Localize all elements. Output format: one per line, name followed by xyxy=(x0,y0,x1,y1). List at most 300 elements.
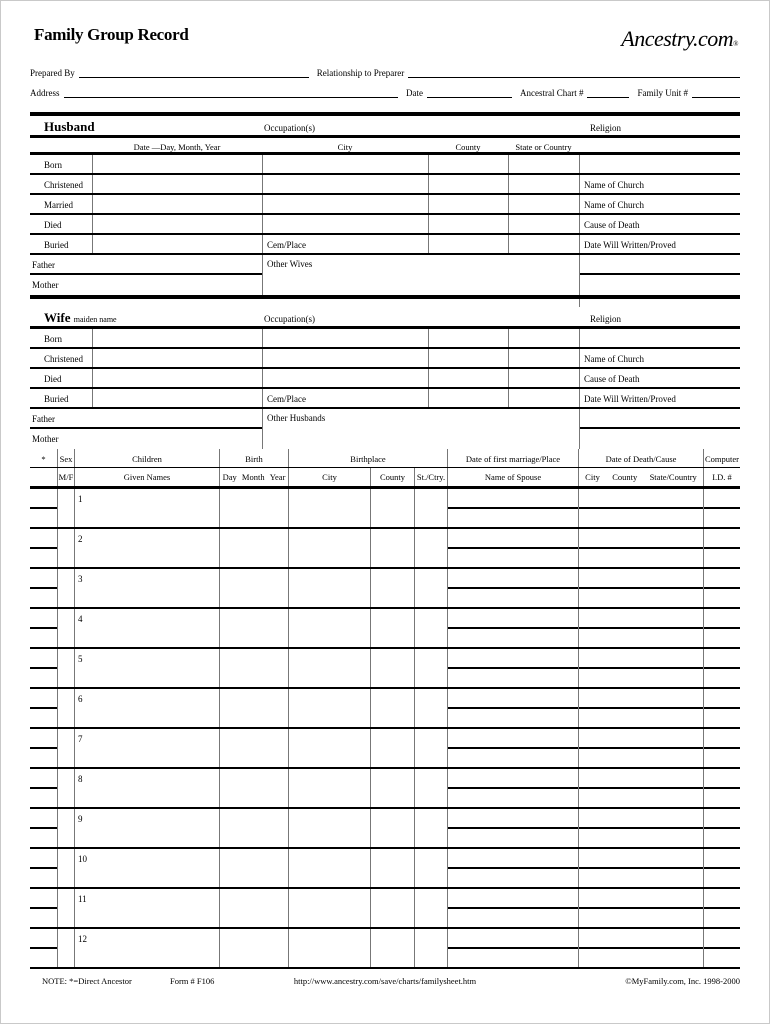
buried-date-field[interactable] xyxy=(92,235,262,253)
marriage-spouse-field[interactable] xyxy=(447,609,578,647)
marriage-spouse-field[interactable] xyxy=(447,649,578,687)
sex-field[interactable] xyxy=(57,569,74,607)
day-label: Day xyxy=(222,472,237,482)
form-number: Form # F106 xyxy=(170,976,215,986)
date-field[interactable] xyxy=(427,85,512,98)
christened-county-field[interactable] xyxy=(428,349,508,367)
christened-state-field[interactable] xyxy=(508,349,579,367)
split-line xyxy=(448,747,578,749)
other-wives-field[interactable]: Other Wives xyxy=(262,255,579,295)
given-names-field[interactable] xyxy=(74,569,219,607)
buried-state-field[interactable] xyxy=(508,235,579,253)
date-label: Date xyxy=(406,88,423,98)
given-names-field[interactable] xyxy=(74,729,219,767)
child-number: 11 xyxy=(78,894,87,904)
parents-labels xyxy=(30,409,262,449)
prepared-by-label: Prepared By xyxy=(30,68,75,78)
row-label: Born xyxy=(44,334,62,344)
birth-date-field[interactable] xyxy=(219,889,288,927)
given-names-field[interactable] xyxy=(74,689,219,727)
computer-id-field[interactable] xyxy=(703,929,740,967)
prepared-by-line xyxy=(30,62,740,78)
wife-buried-row xyxy=(30,389,740,409)
marriage-spouse-field[interactable] xyxy=(447,849,578,887)
birth-city-field[interactable] xyxy=(288,929,370,967)
relationship-field[interactable] xyxy=(408,65,740,78)
marriage-column-header: Date of first marriage/Place xyxy=(447,449,578,467)
wife-christened-row xyxy=(30,349,740,369)
died-state-field[interactable] xyxy=(508,369,579,387)
wife-parents-block xyxy=(30,409,740,449)
sex-field[interactable] xyxy=(57,769,74,807)
sex-field[interactable] xyxy=(57,809,74,847)
children-rows xyxy=(30,489,740,969)
family-group-record-form xyxy=(30,0,740,993)
sex-field[interactable] xyxy=(57,729,74,767)
died-county-field[interactable] xyxy=(428,215,508,233)
husband-died-row xyxy=(30,215,740,235)
death-cause-field[interactable] xyxy=(578,729,703,767)
buried-county-field[interactable] xyxy=(428,235,508,253)
husband-born-row xyxy=(30,155,740,175)
died-state-field[interactable] xyxy=(508,215,579,233)
computer-id-field[interactable] xyxy=(703,489,740,527)
computer-id-field[interactable] xyxy=(703,609,740,647)
cause-of-death-field[interactable]: Cause of Death xyxy=(579,215,740,233)
christened-date-field[interactable] xyxy=(92,349,262,367)
computer-id-field[interactable] xyxy=(703,849,740,887)
birth-state-field[interactable] xyxy=(414,609,447,647)
section-gap xyxy=(30,299,740,307)
birth-city-field[interactable] xyxy=(288,809,370,847)
address-label: Address xyxy=(30,88,60,98)
star-blank-line xyxy=(30,707,57,709)
child-row xyxy=(30,569,740,609)
sex-column-header: Sex xyxy=(57,449,74,467)
christened-date-field[interactable] xyxy=(92,175,262,193)
given-names-field[interactable] xyxy=(74,889,219,927)
birth-city-field[interactable] xyxy=(288,489,370,527)
masthead xyxy=(30,0,740,112)
child-number: 8 xyxy=(78,774,83,784)
birth-city-field[interactable] xyxy=(288,849,370,887)
birth-city-field[interactable] xyxy=(288,689,370,727)
ancestral-chart-field[interactable] xyxy=(587,85,629,98)
sex-field[interactable] xyxy=(57,649,74,687)
sex-field[interactable] xyxy=(57,849,74,887)
birth-date-field[interactable] xyxy=(219,609,288,647)
child-row xyxy=(30,729,740,769)
birth-date-field[interactable] xyxy=(219,529,288,567)
birth-county-field[interactable] xyxy=(370,569,414,607)
born-state-field[interactable] xyxy=(508,155,579,173)
child-row xyxy=(30,689,740,729)
name-of-church-field[interactable]: Name of Church xyxy=(579,175,740,193)
child-number: 4 xyxy=(78,614,83,624)
marriage-spouse-field[interactable] xyxy=(447,569,578,607)
split-line xyxy=(704,787,740,789)
death-cause-field[interactable] xyxy=(578,609,703,647)
born-county-field[interactable] xyxy=(428,155,508,173)
ancestry-logo: Ancestry.com® xyxy=(621,26,738,51)
row-label: Christened xyxy=(44,180,83,190)
married-date-field[interactable] xyxy=(92,195,262,213)
husband-married-row xyxy=(30,195,740,215)
birth-county-field[interactable] xyxy=(370,609,414,647)
split-line xyxy=(704,867,740,869)
birth-state-field[interactable] xyxy=(414,769,447,807)
child-number: 6 xyxy=(78,694,83,704)
direct-ancestor-field[interactable] xyxy=(30,689,57,727)
birth-date-field[interactable] xyxy=(219,489,288,527)
row-label: Born xyxy=(44,160,62,170)
christened-city-field[interactable] xyxy=(262,349,428,367)
county-column-header: County xyxy=(370,468,414,486)
date-will-field[interactable]: Date Will Written/Proved xyxy=(579,235,740,253)
father-field[interactable]: Father xyxy=(30,409,262,429)
marriage-spouse-field[interactable] xyxy=(447,529,578,567)
birth-state-field[interactable] xyxy=(414,569,447,607)
split-line xyxy=(448,907,578,909)
born-note-field[interactable] xyxy=(579,329,740,347)
birth-county-field[interactable] xyxy=(370,529,414,567)
child-row xyxy=(30,529,740,569)
birth-county-field[interactable] xyxy=(370,929,414,967)
given-names-field[interactable] xyxy=(74,849,219,887)
computer-id-field[interactable] xyxy=(703,769,740,807)
direct-ancestor-field[interactable] xyxy=(30,769,57,807)
wife-died-row xyxy=(30,369,740,389)
sex-field[interactable] xyxy=(57,929,74,967)
parents-labels xyxy=(30,255,262,295)
death-city-label: City xyxy=(585,472,600,482)
marriage-spouse-field[interactable] xyxy=(447,489,578,527)
birth-county-field[interactable] xyxy=(370,769,414,807)
marriage-spouse-field[interactable] xyxy=(447,769,578,807)
born-note-field[interactable] xyxy=(579,155,740,173)
died-county-field[interactable] xyxy=(428,369,508,387)
christened-city-field[interactable] xyxy=(262,175,428,193)
split-line xyxy=(579,787,703,789)
birth-date-field[interactable] xyxy=(219,689,288,727)
birth-county-field[interactable] xyxy=(370,849,414,887)
birth-date-field[interactable] xyxy=(219,729,288,767)
sex-field[interactable] xyxy=(57,889,74,927)
sex-field[interactable] xyxy=(57,609,74,647)
born-county-field[interactable] xyxy=(428,329,508,347)
parents-notes xyxy=(579,255,740,295)
wife-born-row xyxy=(30,329,740,349)
direct-ancestor-field[interactable] xyxy=(30,929,57,967)
star-blank-line xyxy=(30,667,57,669)
husband-christened-row xyxy=(30,175,740,195)
year-label: Year xyxy=(269,472,286,482)
child-number: 2 xyxy=(78,534,83,544)
christened-state-field[interactable] xyxy=(508,175,579,193)
footer-url: http://www.ancestry.com/save/charts/familysheet.htm xyxy=(293,976,477,986)
computer-id-field[interactable] xyxy=(703,569,740,607)
birth-city-field[interactable] xyxy=(288,609,370,647)
born-date-field[interactable] xyxy=(92,155,262,173)
id-column-header: I.D. # xyxy=(703,468,740,486)
child-row xyxy=(30,609,740,649)
row-label: Married xyxy=(44,200,73,210)
buried-date-field[interactable] xyxy=(92,389,262,407)
split-line xyxy=(448,707,578,709)
marriage-spouse-field[interactable] xyxy=(447,929,578,967)
address-field[interactable] xyxy=(64,85,399,98)
father-note-field[interactable] xyxy=(580,409,740,429)
state-column-header: State or Country xyxy=(515,142,572,152)
birth-city-field[interactable] xyxy=(288,569,370,607)
birth-state-field[interactable] xyxy=(414,929,447,967)
marriage-spouse-field[interactable] xyxy=(447,729,578,767)
footer-note: NOTE: *=Direct Ancestor xyxy=(42,976,132,986)
birth-date-field[interactable] xyxy=(219,769,288,807)
marriage-spouse-field[interactable] xyxy=(447,689,578,727)
row-label: Buried xyxy=(44,394,69,404)
death-cause-field[interactable] xyxy=(578,569,703,607)
death-cause-field[interactable] xyxy=(578,529,703,567)
buried-state-field[interactable] xyxy=(508,389,579,407)
birth-date-field[interactable] xyxy=(219,809,288,847)
occupation-label: Occupation(s) xyxy=(264,314,315,324)
row-label: Christened xyxy=(44,354,83,364)
death-cause-field[interactable] xyxy=(578,889,703,927)
direct-ancestor-field[interactable] xyxy=(30,729,57,767)
husband-title-row xyxy=(30,116,740,138)
birth-county-field[interactable] xyxy=(370,889,414,927)
split-line xyxy=(448,547,578,549)
footer xyxy=(30,969,740,993)
page-title: Family Group Record xyxy=(34,25,189,44)
birth-county-field[interactable] xyxy=(370,489,414,527)
child-number: 3 xyxy=(78,574,83,584)
split-line xyxy=(579,627,703,629)
split-line xyxy=(704,827,740,829)
birth-city-field[interactable] xyxy=(288,529,370,567)
given-names-field[interactable] xyxy=(74,809,219,847)
sex-field[interactable] xyxy=(57,689,74,727)
christened-county-field[interactable] xyxy=(428,175,508,193)
given-names-field[interactable] xyxy=(74,769,219,807)
given-names-field[interactable] xyxy=(74,609,219,647)
died-date-field[interactable] xyxy=(92,215,262,233)
birth-subheaders xyxy=(219,468,288,486)
cem-place-field[interactable]: Cem/Place xyxy=(262,389,428,407)
computer-id-field[interactable] xyxy=(703,529,740,567)
birth-county-field[interactable] xyxy=(370,689,414,727)
birth-city-field[interactable] xyxy=(288,769,370,807)
death-state-label: State/Country xyxy=(649,472,697,482)
wife-section xyxy=(30,307,740,449)
relationship-label: Relationship to Preparer xyxy=(316,68,405,78)
prepared-by-field[interactable] xyxy=(79,65,309,78)
died-city-field[interactable] xyxy=(262,215,428,233)
sex-field[interactable] xyxy=(57,489,74,527)
children-header-row1 xyxy=(30,449,740,468)
cem-place-field[interactable]: Cem/Place xyxy=(262,235,428,253)
split-line xyxy=(704,707,740,709)
children-table xyxy=(30,449,740,969)
religion-label: Religion xyxy=(590,314,621,324)
buried-county-field[interactable] xyxy=(428,389,508,407)
child-number: 7 xyxy=(78,734,83,744)
occupation-label: Occupation(s) xyxy=(264,123,315,133)
mother-field[interactable]: Mother xyxy=(32,434,59,444)
star-blank-line xyxy=(30,547,57,549)
computer-id-field[interactable] xyxy=(703,889,740,927)
direct-ancestor-field[interactable] xyxy=(30,889,57,927)
child-row xyxy=(30,649,740,689)
registered-mark: ® xyxy=(733,40,738,48)
split-line xyxy=(579,747,703,749)
born-date-field[interactable] xyxy=(92,329,262,347)
mother-note-field[interactable] xyxy=(580,275,740,295)
star-blank-line xyxy=(30,947,57,949)
direct-ancestor-field[interactable] xyxy=(30,849,57,887)
married-county-field[interactable] xyxy=(428,195,508,213)
copyright: ©MyFamily.com, Inc. 1998-2000 xyxy=(625,976,740,986)
birth-state-field[interactable] xyxy=(414,689,447,727)
father-field[interactable]: Father xyxy=(30,255,262,275)
given-names-field[interactable] xyxy=(74,489,219,527)
star-blank-line xyxy=(30,747,57,749)
computer-id-field[interactable] xyxy=(703,689,740,727)
computer-column-header: Computer xyxy=(703,449,740,467)
death-cause-field[interactable] xyxy=(578,849,703,887)
sex-field[interactable] xyxy=(57,529,74,567)
split-line xyxy=(704,587,740,589)
column-rule xyxy=(579,299,580,307)
birthplace-column-header: Birthplace xyxy=(288,449,447,467)
born-city-field[interactable] xyxy=(262,155,428,173)
direct-ancestor-field[interactable] xyxy=(30,489,57,527)
mf-column-header: M/F xyxy=(57,468,74,486)
direct-ancestor-field[interactable] xyxy=(30,569,57,607)
death-cause-field[interactable] xyxy=(578,689,703,727)
child-number: 1 xyxy=(78,494,83,504)
computer-id-field[interactable] xyxy=(703,649,740,687)
computer-id-field[interactable] xyxy=(703,729,740,767)
husband-buried-row xyxy=(30,235,740,255)
marriage-spouse-field[interactable] xyxy=(447,809,578,847)
direct-ancestor-field[interactable] xyxy=(30,649,57,687)
split-line xyxy=(704,507,740,509)
born-state-field[interactable] xyxy=(508,329,579,347)
direct-ancestor-field[interactable] xyxy=(30,809,57,847)
marriage-spouse-field[interactable] xyxy=(447,889,578,927)
death-cause-field[interactable] xyxy=(578,649,703,687)
birth-city-field[interactable] xyxy=(288,729,370,767)
death-cause-field[interactable] xyxy=(578,489,703,527)
split-line xyxy=(579,547,703,549)
split-line xyxy=(704,747,740,749)
given-names-field[interactable] xyxy=(74,529,219,567)
mother-note-field[interactable] xyxy=(580,429,740,449)
husband-title: Husband xyxy=(44,119,95,134)
split-line xyxy=(579,827,703,829)
birth-city-field[interactable] xyxy=(288,889,370,927)
birth-column-header: Birth xyxy=(219,449,288,467)
split-line xyxy=(579,667,703,669)
father-note-field[interactable] xyxy=(580,255,740,275)
death-cause-field[interactable] xyxy=(578,769,703,807)
died-city-field[interactable] xyxy=(262,369,428,387)
born-city-field[interactable] xyxy=(262,329,428,347)
row-label: Died xyxy=(44,220,62,230)
mother-field[interactable]: Mother xyxy=(32,280,59,290)
star-blank-line xyxy=(30,907,57,909)
computer-id-field[interactable] xyxy=(703,809,740,847)
married-city-field[interactable] xyxy=(262,195,428,213)
death-cause-field[interactable] xyxy=(578,809,703,847)
given-names-field[interactable] xyxy=(74,649,219,687)
name-of-church-field[interactable]: Name of Church xyxy=(579,195,740,213)
split-line xyxy=(579,507,703,509)
star-blank-line xyxy=(30,867,57,869)
wife-title-row xyxy=(30,307,740,329)
parents-notes xyxy=(579,409,740,449)
birth-date-field[interactable] xyxy=(219,929,288,967)
child-number: 9 xyxy=(78,814,83,824)
given-names-field[interactable] xyxy=(74,929,219,967)
children-header-row2 xyxy=(30,468,740,489)
spouse-column-header: Name of Spouse xyxy=(447,468,578,486)
cause-of-death-field[interactable]: Cause of Death xyxy=(579,369,740,387)
split-line xyxy=(704,947,740,949)
child-number: 10 xyxy=(78,854,87,864)
birth-state-field[interactable] xyxy=(414,889,447,927)
birth-date-field[interactable] xyxy=(219,569,288,607)
stctry-column-header: St./Ctry. xyxy=(414,468,447,486)
birth-date-field[interactable] xyxy=(219,649,288,687)
husband-parents-block xyxy=(30,255,740,295)
birth-state-field[interactable] xyxy=(414,649,447,687)
birth-county-field[interactable] xyxy=(370,729,414,767)
child-row xyxy=(30,889,740,929)
birth-state-field[interactable] xyxy=(414,529,447,567)
birth-state-field[interactable] xyxy=(414,809,447,847)
county-column-header: County xyxy=(455,142,481,152)
family-unit-field[interactable] xyxy=(692,85,740,98)
direct-ancestor-field[interactable] xyxy=(30,529,57,567)
religion-label: Religion xyxy=(590,123,621,133)
birth-county-field[interactable] xyxy=(370,649,414,687)
date-column-header: Date —Day, Month, Year xyxy=(133,142,221,152)
birth-state-field[interactable] xyxy=(414,489,447,527)
date-will-field[interactable]: Date Will Written/Proved xyxy=(579,389,740,407)
birth-state-field[interactable] xyxy=(414,849,447,887)
died-date-field[interactable] xyxy=(92,369,262,387)
direct-ancestor-field[interactable] xyxy=(30,609,57,647)
name-of-church-field[interactable]: Name of Church xyxy=(579,349,740,367)
birth-county-field[interactable] xyxy=(370,809,414,847)
birth-date-field[interactable] xyxy=(219,849,288,887)
child-row xyxy=(30,489,740,529)
birth-state-field[interactable] xyxy=(414,729,447,767)
split-line xyxy=(448,867,578,869)
split-line xyxy=(704,667,740,669)
wife-title: Wife maiden name xyxy=(44,310,117,325)
birth-city-field[interactable] xyxy=(288,649,370,687)
married-state-field[interactable] xyxy=(508,195,579,213)
split-line xyxy=(448,827,578,829)
death-cause-field[interactable] xyxy=(578,929,703,967)
split-line xyxy=(704,547,740,549)
other-husbands-field[interactable]: Other Husbands xyxy=(262,409,579,449)
star-blank-line xyxy=(30,587,57,589)
